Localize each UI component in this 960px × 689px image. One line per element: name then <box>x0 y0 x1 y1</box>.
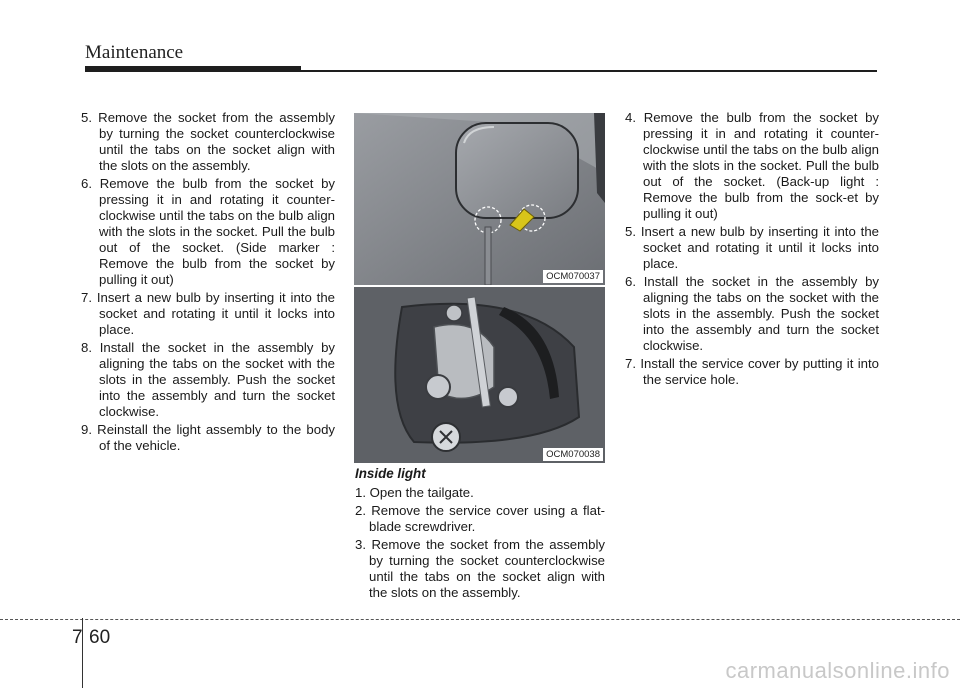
step-4: 4. Remove the bulb from the socket by pressing it in and rotating it counter-clockwise until the tabs on the bulb align with the slots in the socket. Pull the bulb out of the socket. (Back-up light : Remove the bulb from the sock-et by pulling it out) <box>625 110 879 221</box>
page-section-title: Maintenance <box>85 42 184 63</box>
chapter-number: 7 <box>72 627 83 648</box>
step-5: 5. Insert a new bulb by inserting it into the socket and rotating it until it locks into place. <box>625 224 879 271</box>
figure-code-label: OCM070037 <box>543 270 603 283</box>
step-3: 3. Remove the socket from the assembly by turning the socket counterclockwise until the tabs on the socket align with the slots on the assembly. <box>355 537 605 600</box>
step-7: 7. Insert a new bulb by inserting it into the socket and rotating it until it locks into place. <box>81 290 335 337</box>
right-column <box>625 110 879 390</box>
step-2: 2. Remove the service cover using a flat-blade screwdriver. <box>355 503 605 534</box>
step-7: 7. Install the service cover by putting it into the service hole. <box>625 356 879 387</box>
footer-dashed-rule <box>0 619 960 620</box>
step-8: 8. Install the socket in the assembly by aligning the tabs on the socket with the slots in the assembly. Push the socket into the assembly and turn the socket clockwise. <box>81 340 335 419</box>
step-6: 6. Remove the bulb from the socket by pressing it in and rotating it counter-clockwise until the tabs on the bulb align with the slots in the socket. Pull the bulb out of the socket. (Side marker : Remove the bulb from the socket by pulling it out) <box>81 176 335 287</box>
service-cover-illustration <box>354 113 605 285</box>
step-6: 6. Install the socket in the assembly by aligning the tabs on the socket with the slots in the assembly. Push the socket into the assembly and turn the socket clockwise. <box>625 274 879 353</box>
header-rule-thick <box>85 66 301 72</box>
header-rule-thin <box>301 70 877 72</box>
light-socket-illustration <box>354 287 605 463</box>
figure-light-socket <box>354 287 605 463</box>
left-column <box>81 110 335 456</box>
step-9: 9. Reinstall the light assembly to the body of the vehicle. <box>81 422 335 453</box>
figure-code-label: OCM070038 <box>543 448 603 461</box>
middle-column <box>355 466 605 603</box>
page-number: 60 <box>89 627 111 648</box>
section-heading-inside-light: Inside light <box>355 466 426 481</box>
watermark: carmanualsonline.info <box>725 658 950 683</box>
figure-service-cover <box>354 113 605 285</box>
step-5: 5. Remove the socket from the assembly by turning the socket counterclockwise until the tabs on the socket align with the slots on the assembly. <box>81 110 335 173</box>
step-1: 1. Open the tailgate. <box>355 485 474 500</box>
